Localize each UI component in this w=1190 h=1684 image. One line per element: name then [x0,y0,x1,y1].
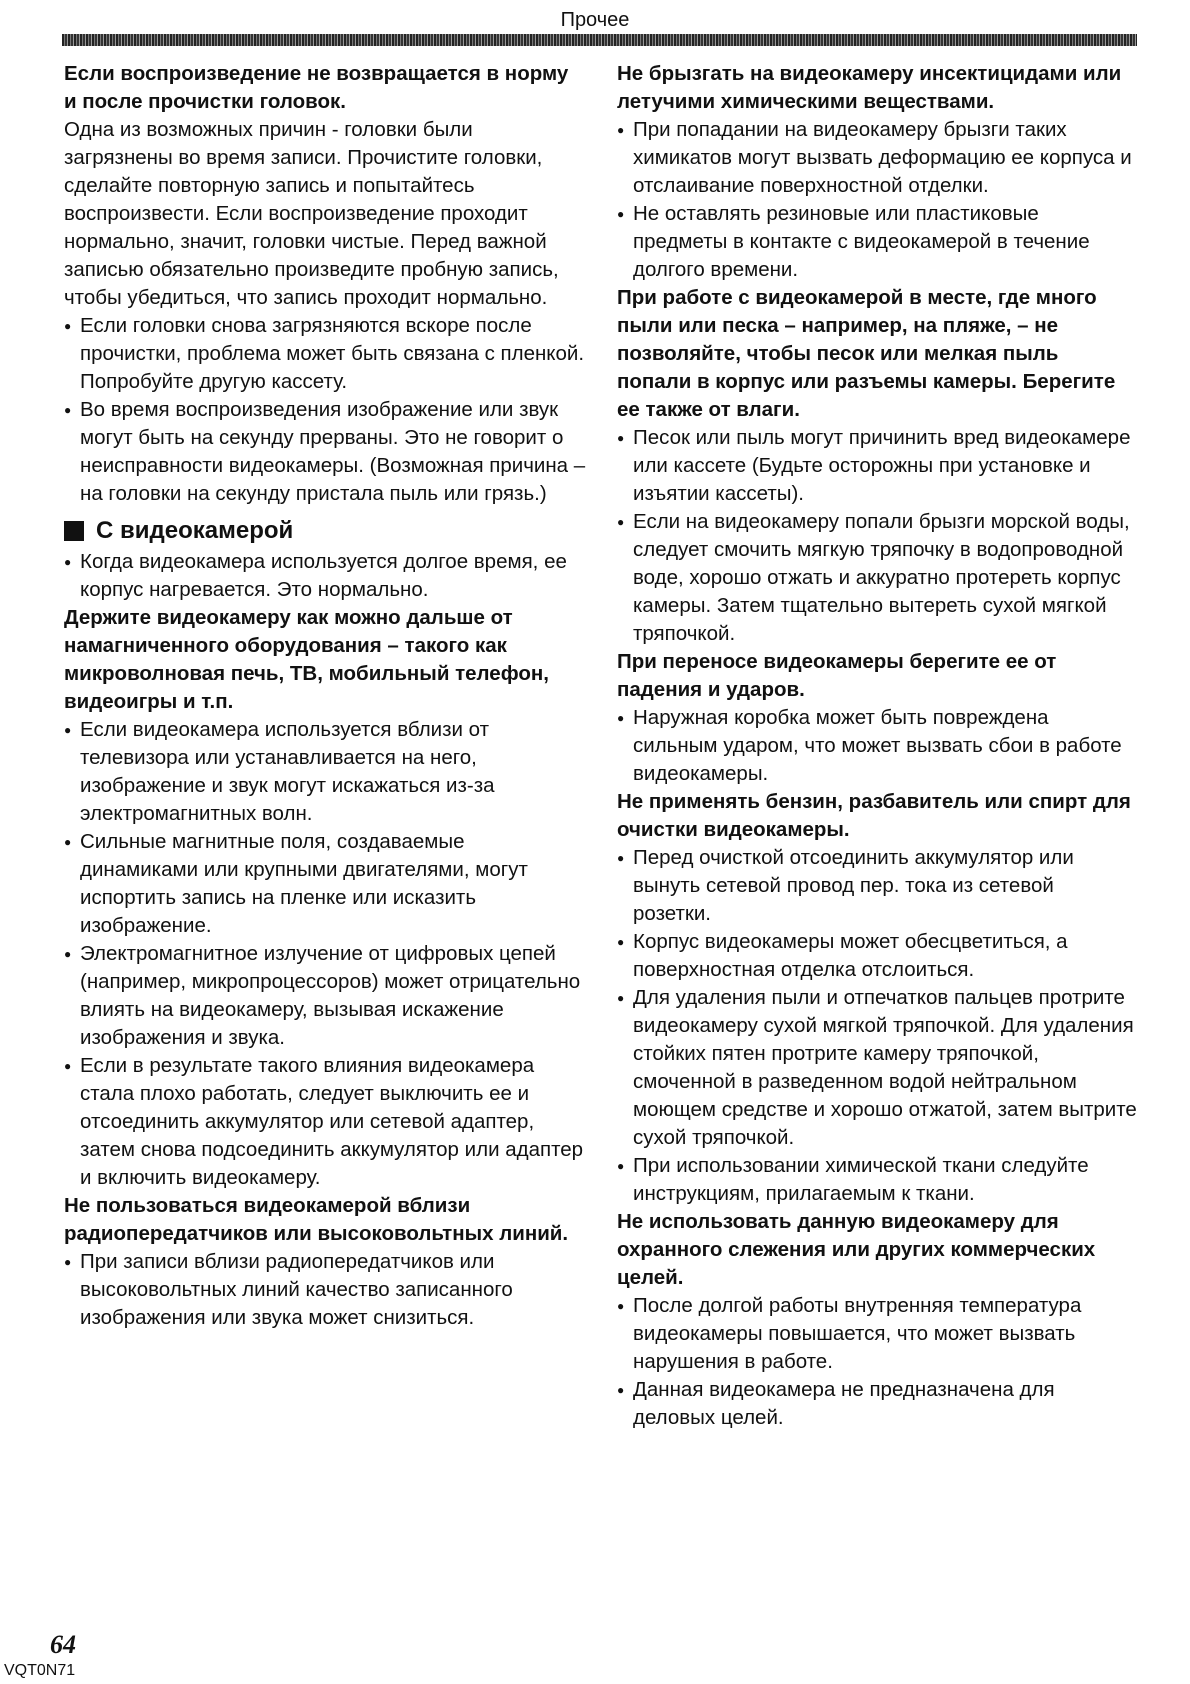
bullet-outer-case: ● Наружная коробка может быть повреждена сильным ударом, что может вызвать сбои в работе видеокамеры. [617,704,1137,788]
bullet-discoloration: ● Корпус видеокамеры может обесцветиться, а поверхностная отделка отслоиться. [617,928,1137,984]
bullet-internal-temperature: ● После долгой работы внутренняя температура видеокамеры повышается, что может вызвать нарушения в работе. [617,1292,1137,1376]
bullet-reset-power: ● Если в результате такого влияния видеокамера стала плохо работать, следует выключить ее и отсоединить аккумулятор или сетевой адаптер, затем снова подсоединить аккумулятор или адаптер и включить видеокамеру. [64,1052,586,1192]
bullet-disconnect-power: ● Перед очисткой отсоединить аккумулятор или вынуть сетевой провод пер. тока из сетевой розетки. [617,844,1137,928]
section-title-text: С видеокамерой [96,517,294,544]
left-column [64,60,586,1332]
bullet-magnetic-fields: ● Сильные магнитные поля, создаваемые динамиками или крупными двигателями, могут испортить запись на пленке или исказить изображение. [64,828,586,940]
heading-radio-transmitters: Не пользоваться видеокамерой вблизи радиопередатчиков или высоковольтных линий. [64,1194,569,1245]
heading-magnetic-equipment: Держите видеокамеру как можно дальше от намагниченного оборудования – такого как микроволновая печь, ТВ, мобильный телефон, видеоигры и т.п. [64,606,549,713]
bullet-not-for-business: ● Данная видеокамера не предназначена для деловых целей. [617,1376,1137,1432]
bullet-rubber-plastic: ● Не оставлять резиновые или пластиковые предметы в контакте с видеокамерой в течение долгого времени. [617,200,1137,284]
bullet-chemical-deformation: ● При попадании на видеокамеру брызги таких химикатов могут вызвать деформацию ее корпуса и отслаивание поверхностной отделки. [617,116,1137,200]
heading-no-solvents: Не применять бензин, разбавитель или спирт для очистки видеокамеры. [617,790,1131,841]
bullet-cleaning-method: ● Для удаления пыли и отпечатков пальцев протрите видеокамеру сухой мягкой тряпочкой. Для удаления стойких пятен протрите камеру тряпочкой, смоченной в разведенном водой нейтральном моющем средстве и хорошо отжатой, затем вытрите сухой тряпочкой. [617,984,1137,1152]
bullet-playback-interrupt: ● Во время воспроизведения изображение или звук могут быть на секунду прерваны. Это не говорит о неисправности видеокамеры. (Возможная причина – на головки на секунду пристала пыль или грязь.) [64,396,586,508]
section-title-camera [64,514,586,548]
heading-commercial-use: Не использовать данную видеокамеру для охранного слежения или других коммерческих целей. [617,1210,1096,1289]
bullet-tv-interference: ● Если видеокамера используется вблизи от телевизора или устанавливается на него, изображение и звук могут искажаться из-за электромагнитных волн. [64,716,586,828]
right-column [617,60,1137,1432]
section-square-icon [64,521,84,541]
page-header-title: Прочее [560,9,630,31]
heading-insecticides: Не брызгать на видеокамеру инсектицидами или летучими химическими веществами. [617,62,1122,113]
heading-heads-cleaning: Если воспроизведение не возвращается в норму и после прочистки головок. [64,62,569,113]
paragraph-heads-cleaning: Одна из возможных причин - головки были загрязнены во время записи. Прочистите головки, сделайте повторную запись и попытайтесь воспроизвести. Если воспроизведение проходит нормально, значит, головки чистые. Перед важной записью обязательно произведите пробную запись, чтобы убедиться, что запись проходит нормально. [64,118,559,309]
bullet-recording-quality: ● При записи вблизи радиопередатчиков или высоковольтных линий качество записанного изображения или звука может снизиться. [64,1248,586,1332]
bullet-chemical-cloth: ● При использовании химической ткани следуйте инструкциям, прилагаемым к ткани. [617,1152,1137,1208]
bullet-sand-damage: ● Песок или пыль могут причинить вред видеокамере или кассете (Будьте осторожны при установке и изъятии кассеты). [617,424,1137,508]
heading-drops-shocks: При переносе видеокамеры берегите ее от падения и ударов. [617,650,1057,701]
page-number: 64 [50,1630,76,1659]
bullet-sea-water: ● Если на видеокамеру попали брызги морской воды, следует смочить мягкую тряпочку в водопроводной воде, хорошо отжать и аккуратно протереть корпус камеры. Затем тщательно вытереть сухой мягкой тряпочкой. [617,508,1137,648]
document-code: VQT0N71 [4,1662,76,1679]
header-rule [62,34,1137,46]
bullet-electromagnetic-radiation: ● Электромагнитное излучение от цифровых цепей (например, микропроцессоров) может отрицательно влиять на видеокамеру, вызывая искажение изображения и звука. [64,940,586,1052]
heading-dust-sand: При работе с видеокамерой в месте, где много пыли или песка – например, на пляже, – не позволяйте, чтобы песок или мелкая пыль попали в корпус или разъемы камеры. Берегите ее также от влаги. [617,286,1116,421]
bullet-heads-dirty-again: ● Если головки снова загрязняются вскоре после прочистки, проблема может быть связана с пленкой. Попробуйте другую кассету. [64,312,586,396]
bullet-body-heats: ● Когда видеокамера используется долгое время, ее корпус нагревается. Это нормально. [64,548,586,604]
